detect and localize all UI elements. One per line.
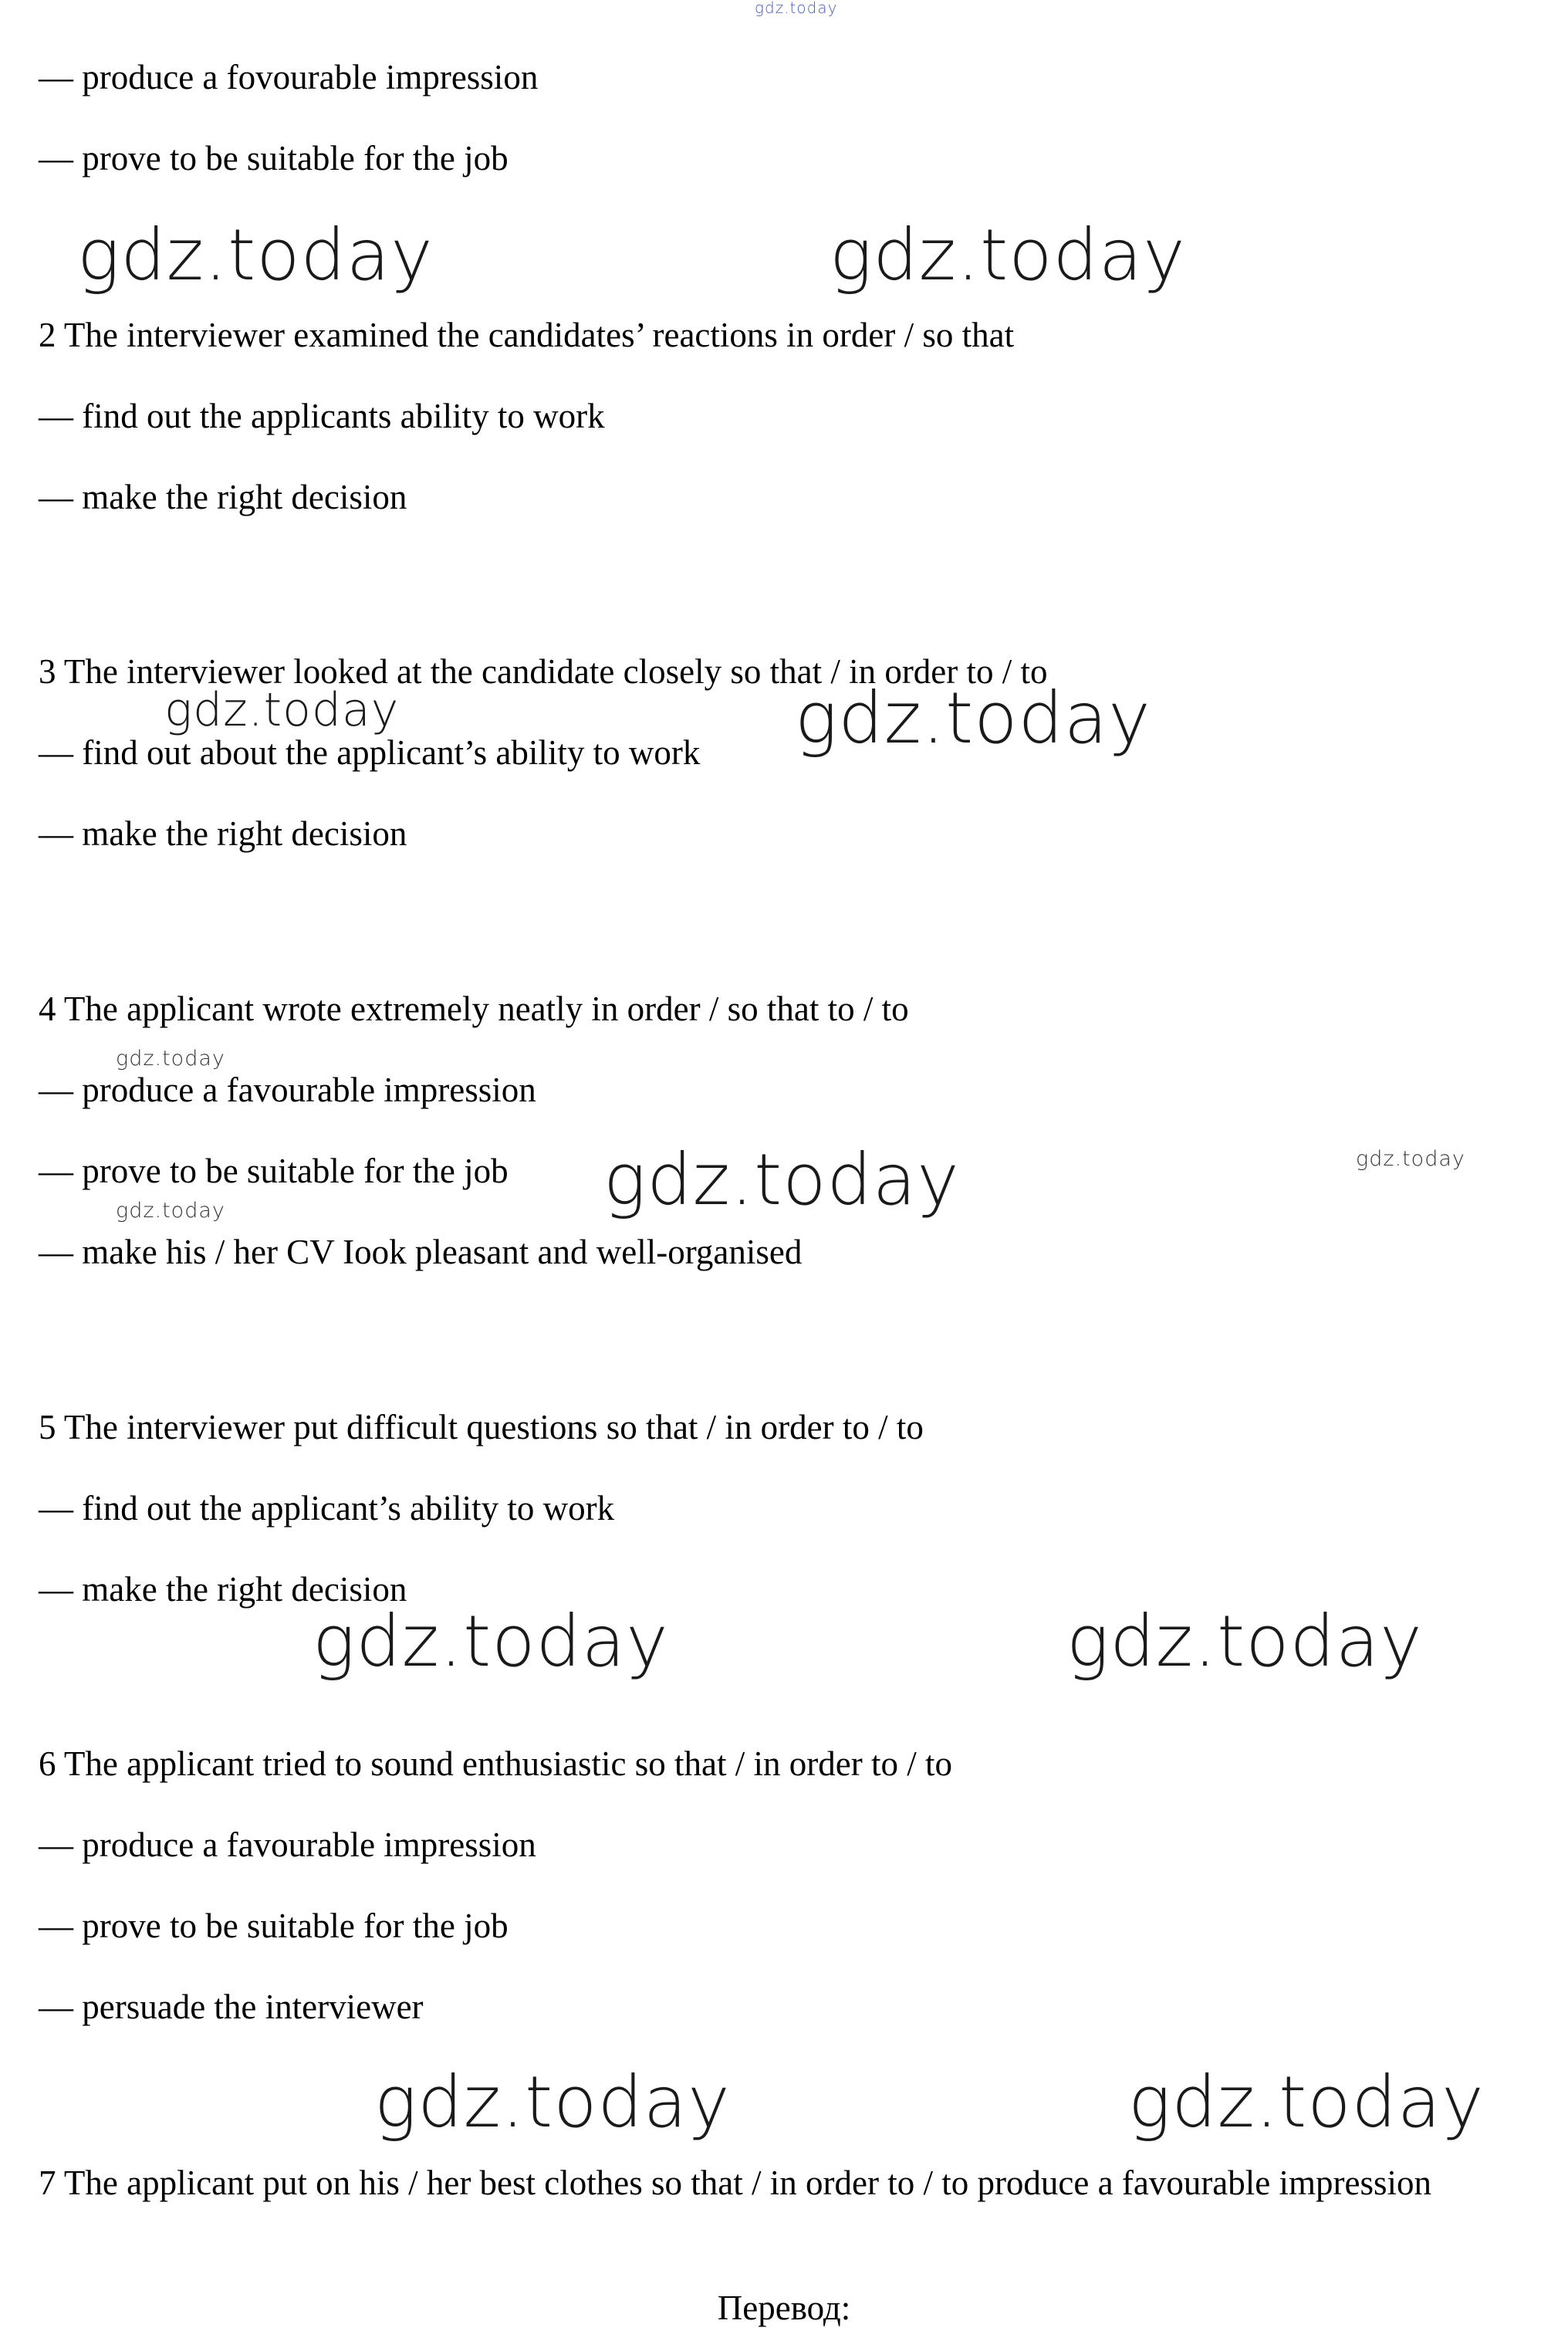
option-line: — find out the applicant’s ability to work <box>39 1489 615 1528</box>
option-line: — find out about the applicant’s ability to work <box>39 733 701 772</box>
watermark: gdz.today <box>603 1138 960 1221</box>
watermark: gdz.today <box>116 1199 225 1223</box>
translation-heading: Перевод: <box>717 2289 851 2327</box>
watermark: gdz.today <box>374 2061 731 2143</box>
option-line: — produce a favourable impression <box>39 1071 536 1109</box>
option-line: — produce a fovourable impression <box>39 58 539 96</box>
watermark: gdz.today <box>77 214 434 296</box>
option-line: — make the right decision <box>39 478 407 516</box>
watermark: gdz.today <box>1066 1600 1423 1683</box>
exercise-item-2: 2 The interviewer examined the candidates’ reactions in order / so that <box>39 316 1015 354</box>
watermark: gdz.today <box>830 214 1186 296</box>
watermark: gdz.today <box>1128 2061 1485 2143</box>
option-line: — make his / her CV Iook pleasant and well-organised <box>39 1233 803 1271</box>
option-line: — produce a favourable impression <box>39 1825 536 1864</box>
watermark: gdz.today <box>313 1600 669 1683</box>
option-line: — prove to be suitable for the job <box>39 1906 509 1945</box>
watermark: gdz.today <box>164 683 400 737</box>
exercise-item-4: 4 The applicant wrote extremely neatly in order / so that to / to <box>39 990 909 1028</box>
option-line: — prove to be suitable for the job <box>39 1152 509 1190</box>
exercise-item-6: 6 The applicant tried to sound enthusiastic so that / in order to / to <box>39 1744 952 1783</box>
option-line: — make the right decision <box>39 1570 407 1609</box>
watermark-top: gdz.today <box>755 0 838 17</box>
watermark: gdz.today <box>116 1047 225 1071</box>
option-line: — prove to be suitable for the job <box>39 139 509 178</box>
option-line: — persuade the interviewer <box>39 1988 424 2026</box>
watermark: gdz.today <box>795 677 1151 760</box>
exercise-item-7: 7 The applicant put on his / her best clothes so that / in order to / to produce a favourable impression <box>39 2164 1431 2202</box>
option-line: — make the right decision <box>39 814 407 853</box>
option-line: — find out the applicants ability to work <box>39 397 605 435</box>
exercise-item-3: 3 The interviewer looked at the candidate closely so that / in order to / to <box>39 652 1048 691</box>
watermark: gdz.today <box>1356 1147 1465 1171</box>
exercise-item-5: 5 The interviewer put difficult questions so that / in order to / to <box>39 1408 924 1446</box>
